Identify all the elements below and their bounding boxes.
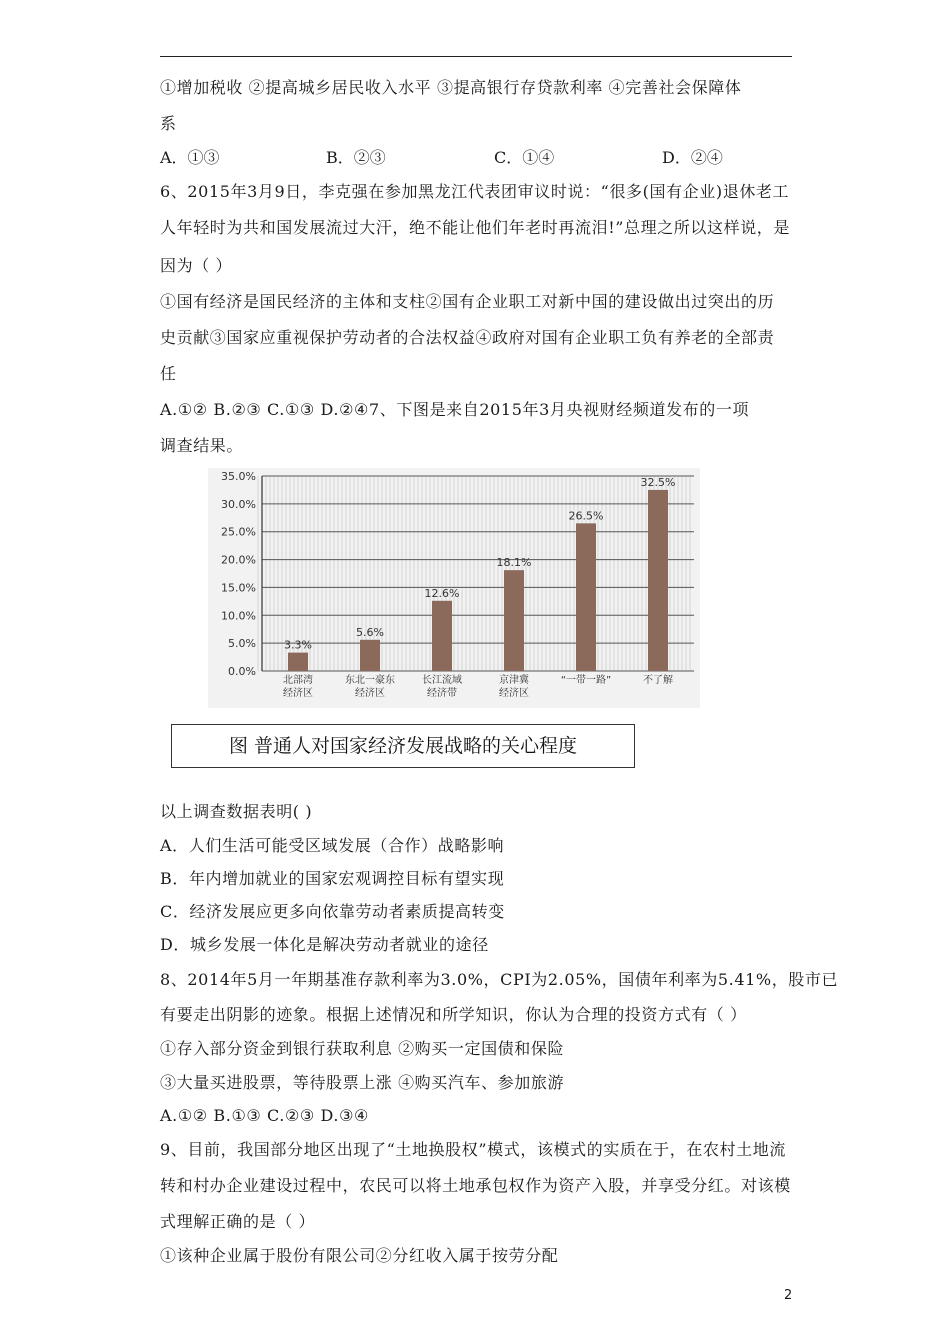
q6-line: ①国有经济是国民经济的主体和支柱②国有企业职工对新中国的建设做出过突出的历 — [160, 292, 775, 311]
chart-caption: 图 普通人对国家经济发展战略的关心程度 — [171, 724, 635, 768]
y-tick-label: 0.0% — [228, 665, 256, 678]
bar — [288, 653, 308, 671]
q9-line: 9、目前，我国部分地区出现了“土地换股权”模式，该模式的实质在于，在农村土地流 — [160, 1140, 786, 1159]
data-label: 12.6% — [424, 586, 460, 600]
q9-line: 式理解正确的是（ ） — [160, 1212, 316, 1231]
data-label: 3.3% — [284, 638, 312, 652]
q7-option-b: B．年内增加就业的国家宏观调控目标有望实现 — [160, 869, 505, 888]
x-tick-label: 长江流域 — [422, 675, 462, 686]
x-tick-label: 经济带 — [427, 688, 457, 699]
q7-option-c: C．经济发展应更多向依靠劳动者素质提高转变 — [160, 902, 505, 921]
q5-choice-a: A．①③ — [160, 148, 220, 167]
x-tick-label: 北部湾 — [283, 675, 313, 686]
q8-line: 有要走出阴影的迹象。根据上述情况和所学知识，你认为合理的投资方式有（ ） — [160, 1005, 747, 1024]
y-tick-label: 30.0% — [221, 497, 256, 511]
x-tick-label: “一带一路” — [560, 675, 612, 686]
q6-line: 人年轻时为共和国发展流过大汗，绝不能让他们年老时再流泪!”总理之所以这样说，是 — [160, 218, 791, 237]
q5-choice-d: D．②④ — [662, 148, 723, 167]
x-tick-label: 东北一豪东 — [345, 675, 395, 686]
data-label: 18.1% — [496, 556, 532, 570]
x-tick-label: 经济区 — [355, 688, 385, 699]
q6-line: 因为（ ） — [160, 256, 233, 275]
bar — [504, 570, 524, 671]
bar — [648, 490, 668, 671]
data-label: 5.6% — [356, 625, 384, 639]
x-tick-label: 经济区 — [283, 688, 313, 699]
q5-choice-c: C．①④ — [494, 148, 555, 167]
y-tick-label: 35.0% — [221, 470, 256, 483]
bar — [432, 601, 452, 671]
y-tick-label: 5.0% — [228, 637, 256, 651]
x-tick-label: 不了解 — [643, 675, 673, 686]
q7-option-a: A．人们生活可能受区域发展（合作）战略影响 — [160, 836, 505, 855]
bar — [576, 523, 596, 671]
bar-chart — [208, 468, 700, 708]
data-label: 32.5% — [640, 475, 676, 489]
q8-line: ③大量买进股票，等待股票上涨 ④购买汽车、参加旅游 — [160, 1073, 565, 1092]
q5-options-line2: 系 — [160, 114, 177, 133]
y-tick-label: 25.0% — [221, 525, 256, 539]
header-rule — [160, 56, 792, 57]
x-tick-label: 经济区 — [499, 688, 529, 699]
q5-options-line1: ①增加税收 ②提高城乡居民收入水平 ③提高银行存贷款利率 ④完善社会保障体 — [160, 78, 742, 97]
y-tick-label: 20.0% — [221, 553, 256, 567]
y-tick-label: 15.0% — [221, 581, 256, 595]
bar-chart-svg — [208, 468, 700, 708]
q6-line: A.①② B.②③ C.①③ D.②④7、下图是来自2015年3月央视财经频道发布的一项 — [160, 400, 750, 419]
q8-line: 8、2014年5月一年期基准存款利率为3.0%，CPI为2.05%，国债年利率为5.41%，股市已 — [160, 970, 839, 989]
q6-line: 史贡献③国家应重视保护劳动者的合法权益④政府对国有企业职工负有养老的全部责 — [160, 328, 775, 347]
page-number: 2 — [784, 1288, 793, 1303]
q6-line: 6、2015年3月9日，李克强在参加黑龙江代表团审议时说：“很多(国有企业)退休老工 — [160, 182, 790, 201]
q8-line: ①存入部分资金到银行获取利息 ②购买一定国债和保险 — [160, 1039, 565, 1058]
x-tick-label: 京津冀 — [499, 675, 529, 686]
q9-line: ①该种企业属于股份有限公司②分红收入属于按劳分配 — [160, 1246, 559, 1265]
q9-line: 转和村办企业建设过程中，农民可以将土地承包权作为资产入股，并享受分红。对该模 — [160, 1176, 791, 1195]
q8-line: A.①② B.①③ C.②③ D.③④ — [160, 1106, 369, 1125]
q5-choice-b: B．②③ — [326, 148, 386, 167]
q6-line: 调查结果。 — [160, 436, 244, 455]
data-label: 26.5% — [568, 509, 604, 523]
q7-line: 以上调查数据表明( ) — [160, 802, 313, 821]
bar — [360, 640, 380, 671]
q7-option-d: D．城乡发展一体化是解决劳动者就业的途径 — [160, 935, 489, 954]
q6-line: 任 — [160, 364, 177, 383]
y-tick-label: 10.0% — [221, 609, 256, 623]
